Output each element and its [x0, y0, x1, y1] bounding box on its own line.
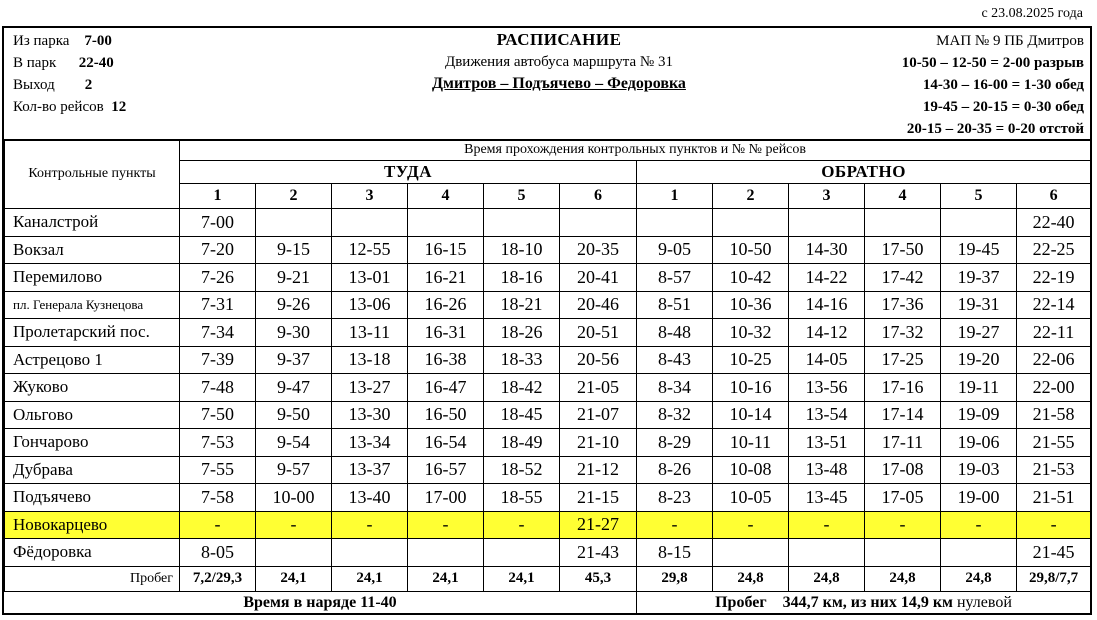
- time-cell: 19-27: [941, 319, 1017, 347]
- time-cell: 8-23: [637, 484, 713, 512]
- time-cell: 21-07: [560, 401, 637, 429]
- from-park-label: Из парка: [13, 33, 70, 49]
- time-cell: -: [637, 511, 713, 539]
- time-cell: 22-06: [1017, 346, 1091, 374]
- time-cell: 8-43: [637, 346, 713, 374]
- time-cell: 7-39: [180, 346, 256, 374]
- time-cell: -: [789, 511, 865, 539]
- table-row: [5, 539, 1091, 567]
- time-cell: 9-05: [637, 236, 713, 264]
- time-cell: 14-16: [789, 291, 865, 319]
- time-cell: 22-40: [1017, 209, 1091, 237]
- time-cell: 19-20: [941, 346, 1017, 374]
- trip-number: 4: [408, 184, 484, 209]
- time-cell: 8-32: [637, 401, 713, 429]
- direction-back: ОБРАТНО: [637, 161, 1091, 184]
- time-cell: [484, 209, 560, 237]
- time-cell: 9-30: [256, 319, 332, 347]
- time-cell: -: [713, 511, 789, 539]
- time-cell: 13-37: [332, 456, 408, 484]
- time-cell: 19-45: [941, 236, 1017, 264]
- table-row: [5, 236, 1091, 264]
- time-cell: 16-57: [408, 456, 484, 484]
- to-park-label: В парк: [13, 55, 57, 71]
- time-cell: 17-16: [865, 374, 941, 402]
- time-cell: 22-19: [1017, 264, 1091, 292]
- time-cell: [789, 539, 865, 567]
- mileage-cell: 24,8: [713, 566, 789, 591]
- trip-number: 5: [484, 184, 560, 209]
- time-cell: 21-05: [560, 374, 637, 402]
- time-cell: 14-05: [789, 346, 865, 374]
- mileage-cell: 24,1: [332, 566, 408, 591]
- time-cell: 9-50: [256, 401, 332, 429]
- stop-name: Перемилово: [5, 264, 180, 292]
- time-cell: 8-26: [637, 456, 713, 484]
- time-cell: -: [484, 511, 560, 539]
- time-cell: 17-32: [865, 319, 941, 347]
- time-cell: 9-57: [256, 456, 332, 484]
- stop-name: Подъячево: [5, 484, 180, 512]
- time-cell: [713, 539, 789, 567]
- mileage-cell: 29,8/7,7: [1017, 566, 1091, 591]
- time-header: Время прохождения контрольных пунктов и № № рейсов: [180, 140, 1091, 161]
- time-cell: 8-05: [180, 539, 256, 567]
- time-cell: 16-38: [408, 346, 484, 374]
- time-cell: -: [256, 511, 332, 539]
- mileage-cell: 24,8: [865, 566, 941, 591]
- exit-value: 2: [84, 77, 93, 93]
- stop-name: Вокзал: [5, 236, 180, 264]
- time-cell: 17-50: [865, 236, 941, 264]
- mileage-cell: 24,1: [484, 566, 560, 591]
- mileage-cell: 45,3: [560, 566, 637, 591]
- time-cell: [941, 209, 1017, 237]
- time-cell: 9-15: [256, 236, 332, 264]
- mileage-cell: 24,8: [789, 566, 865, 591]
- time-cell: 22-25: [1017, 236, 1091, 264]
- time-cell: 13-48: [789, 456, 865, 484]
- time-cell: 18-26: [484, 319, 560, 347]
- trip-number: 5: [941, 184, 1017, 209]
- break-2: 14-30 – 16-00 = 1-30 обед: [922, 77, 1084, 93]
- time-cell: 10-42: [713, 264, 789, 292]
- time-cell: [332, 209, 408, 237]
- time-cell: 13-34: [332, 429, 408, 457]
- work-time: Время в наряде 11-40: [4, 592, 637, 613]
- time-cell: 16-50: [408, 401, 484, 429]
- time-cell: 20-51: [560, 319, 637, 347]
- time-cell: 20-35: [560, 236, 637, 264]
- time-cell: 18-16: [484, 264, 560, 292]
- time-cell: 21-55: [1017, 429, 1091, 457]
- time-cell: 17-08: [865, 456, 941, 484]
- schedule-header: [4, 28, 1090, 141]
- stop-name: Астрецово 1: [5, 346, 180, 374]
- time-cell: 18-52: [484, 456, 560, 484]
- time-cell: 9-26: [256, 291, 332, 319]
- table-row: [5, 319, 1091, 347]
- time-cell: 19-11: [941, 374, 1017, 402]
- time-cell: 10-14: [713, 401, 789, 429]
- time-cell: 16-54: [408, 429, 484, 457]
- time-cell: 9-47: [256, 374, 332, 402]
- time-cell: 13-11: [332, 319, 408, 347]
- time-cell: 16-15: [408, 236, 484, 264]
- time-cell: [637, 209, 713, 237]
- time-cell: 18-21: [484, 291, 560, 319]
- time-cell: 7-50: [180, 401, 256, 429]
- time-cell: 7-58: [180, 484, 256, 512]
- time-cell: 10-00: [256, 484, 332, 512]
- time-cell: 10-05: [713, 484, 789, 512]
- breaks-info: [902, 30, 1084, 140]
- time-cell: 19-31: [941, 291, 1017, 319]
- timetable: [4, 139, 1091, 592]
- time-cell: 14-12: [789, 319, 865, 347]
- trip-number: 6: [560, 184, 637, 209]
- time-cell: 20-41: [560, 264, 637, 292]
- stop-name: Ольгово: [5, 401, 180, 429]
- trip-number: 3: [332, 184, 408, 209]
- time-cell: 18-55: [484, 484, 560, 512]
- time-cell: 18-33: [484, 346, 560, 374]
- time-cell: [560, 209, 637, 237]
- time-cell: 9-21: [256, 264, 332, 292]
- total-mileage-suffix: нулевой: [956, 594, 1012, 611]
- park-info: [13, 30, 126, 118]
- time-cell: 19-06: [941, 429, 1017, 457]
- time-cell: 8-57: [637, 264, 713, 292]
- time-cell: 14-30: [789, 236, 865, 264]
- time-cell: 20-46: [560, 291, 637, 319]
- schedule-title-block: [304, 28, 814, 95]
- mileage-cell: 24,1: [256, 566, 332, 591]
- time-cell: 19-00: [941, 484, 1017, 512]
- time-cell: 10-32: [713, 319, 789, 347]
- time-cell: [865, 539, 941, 567]
- time-cell: 13-18: [332, 346, 408, 374]
- time-cell: 7-34: [180, 319, 256, 347]
- total-mileage-label: Пробег: [715, 594, 767, 611]
- trip-number: 3: [789, 184, 865, 209]
- time-cell: 12-55: [332, 236, 408, 264]
- trip-number: 2: [713, 184, 789, 209]
- time-cell: 21-53: [1017, 456, 1091, 484]
- time-cell: 7-26: [180, 264, 256, 292]
- table-row: [5, 209, 1091, 237]
- time-cell: [789, 209, 865, 237]
- time-cell: -: [1017, 511, 1091, 539]
- time-cell: [256, 539, 332, 567]
- time-cell: 21-10: [560, 429, 637, 457]
- stop-name: Гончарово: [5, 429, 180, 457]
- effective-date: с 23.08.2025 года: [981, 6, 1083, 21]
- depot-name: МАП № 9 ПБ Дмитров: [936, 33, 1084, 49]
- time-cell: 14-22: [789, 264, 865, 292]
- time-cell: 21-45: [1017, 539, 1091, 567]
- mileage-cell: 24,1: [408, 566, 484, 591]
- stop-name: Каналстрой: [5, 209, 180, 237]
- break-3: 19-45 – 20-15 = 0-30 обед: [922, 99, 1084, 115]
- time-cell: -: [180, 511, 256, 539]
- trip-number: 2: [256, 184, 332, 209]
- time-cell: 21-12: [560, 456, 637, 484]
- time-cell: 21-51: [1017, 484, 1091, 512]
- time-cell: 13-45: [789, 484, 865, 512]
- table-row: [5, 484, 1091, 512]
- table-row: [5, 456, 1091, 484]
- time-cell: [256, 209, 332, 237]
- mileage-cell: 29,8: [637, 566, 713, 591]
- trips-value: 12: [111, 99, 127, 115]
- stop-name: Фёдоровка: [5, 539, 180, 567]
- time-cell: 18-49: [484, 429, 560, 457]
- mileage-cell: 24,8: [941, 566, 1017, 591]
- time-cell: 10-16: [713, 374, 789, 402]
- time-cell: 13-06: [332, 291, 408, 319]
- time-cell: 8-48: [637, 319, 713, 347]
- time-cell: 13-54: [789, 401, 865, 429]
- time-cell: 7-53: [180, 429, 256, 457]
- time-cell: 19-37: [941, 264, 1017, 292]
- direction-there: ТУДА: [180, 161, 637, 184]
- total-mileage: [637, 592, 1090, 613]
- mileage-label: Пробег: [5, 566, 180, 591]
- time-cell: 8-34: [637, 374, 713, 402]
- time-cell: 10-25: [713, 346, 789, 374]
- time-cell: 7-20: [180, 236, 256, 264]
- time-cell: 21-58: [1017, 401, 1091, 429]
- time-cell: 17-36: [865, 291, 941, 319]
- schedule-footer: [4, 592, 1090, 613]
- trip-number: 4: [865, 184, 941, 209]
- time-cell: 13-56: [789, 374, 865, 402]
- exit-label: Выход: [13, 77, 55, 93]
- time-cell: 21-15: [560, 484, 637, 512]
- schedule-subtitle: Движения автобуса маршрута № 31: [444, 54, 673, 70]
- stop-name: Новокарцево: [5, 511, 180, 539]
- trip-number: 1: [180, 184, 256, 209]
- time-cell: 13-51: [789, 429, 865, 457]
- time-cell: 22-11: [1017, 319, 1091, 347]
- time-cell: [941, 539, 1017, 567]
- time-cell: [713, 209, 789, 237]
- break-4: 20-15 – 20-35 = 0-20 отстой: [906, 121, 1084, 137]
- time-cell: 18-45: [484, 401, 560, 429]
- time-cell: 16-26: [408, 291, 484, 319]
- trip-number: 6: [1017, 184, 1091, 209]
- time-cell: 10-36: [713, 291, 789, 319]
- time-cell: 22-00: [1017, 374, 1091, 402]
- time-cell: [408, 539, 484, 567]
- stop-name: Дубрава: [5, 456, 180, 484]
- schedule-sheet: [2, 26, 1092, 615]
- time-cell: 17-11: [865, 429, 941, 457]
- trip-number: 1: [637, 184, 713, 209]
- time-cell: 8-15: [637, 539, 713, 567]
- time-cell: 8-51: [637, 291, 713, 319]
- time-cell: 17-00: [408, 484, 484, 512]
- break-1: 10-50 – 12-50 = 2-00 разрыв: [901, 55, 1084, 71]
- time-cell: 10-50: [713, 236, 789, 264]
- time-cell: 19-09: [941, 401, 1017, 429]
- table-row: [5, 429, 1091, 457]
- time-cell: 20-56: [560, 346, 637, 374]
- time-cell: 17-05: [865, 484, 941, 512]
- time-cell: 7-00: [180, 209, 256, 237]
- table-row: [5, 511, 1091, 539]
- table-row: [5, 401, 1091, 429]
- mileage-cell: 7,2/29,3: [180, 566, 256, 591]
- time-cell: 7-31: [180, 291, 256, 319]
- schedule-title: РАСПИСАНИЕ: [496, 30, 622, 49]
- time-cell: [408, 209, 484, 237]
- time-cell: 17-14: [865, 401, 941, 429]
- time-cell: [865, 209, 941, 237]
- time-cell: 16-47: [408, 374, 484, 402]
- time-cell: -: [941, 511, 1017, 539]
- time-cell: 7-55: [180, 456, 256, 484]
- stop-name: пл. Генерала Кузнецова: [5, 291, 180, 319]
- to-park-value: 22-40: [78, 55, 114, 71]
- time-cell: 17-42: [865, 264, 941, 292]
- time-cell: 18-10: [484, 236, 560, 264]
- table-row: [5, 346, 1091, 374]
- time-cell: 21-27: [560, 511, 637, 539]
- from-park-value: 7-00: [84, 33, 112, 49]
- time-cell: 16-21: [408, 264, 484, 292]
- time-cell: 9-54: [256, 429, 332, 457]
- trips-label: Кол-во рейсов: [13, 99, 104, 115]
- mileage-row: [5, 566, 1091, 591]
- time-cell: 10-11: [713, 429, 789, 457]
- time-cell: 13-27: [332, 374, 408, 402]
- route-name: Дмитров – Подъячево – Федоровка: [432, 75, 686, 92]
- time-cell: 13-40: [332, 484, 408, 512]
- time-cell: 10-08: [713, 456, 789, 484]
- total-mileage-value: 344,7 км, из них 14,9 км: [782, 594, 953, 611]
- stop-name: Жуково: [5, 374, 180, 402]
- table-row: [5, 374, 1091, 402]
- time-cell: 9-37: [256, 346, 332, 374]
- time-cell: [484, 539, 560, 567]
- time-cell: 21-43: [560, 539, 637, 567]
- time-cell: 17-25: [865, 346, 941, 374]
- time-cell: -: [408, 511, 484, 539]
- time-cell: 8-29: [637, 429, 713, 457]
- time-cell: 18-42: [484, 374, 560, 402]
- stop-name: Пролетарский пос.: [5, 319, 180, 347]
- table-row: [5, 264, 1091, 292]
- time-cell: 22-14: [1017, 291, 1091, 319]
- checkpoints-header: Контрольные пункты: [5, 140, 180, 209]
- time-cell: 7-48: [180, 374, 256, 402]
- time-cell: 13-30: [332, 401, 408, 429]
- time-cell: 19-03: [941, 456, 1017, 484]
- table-row: [5, 291, 1091, 319]
- time-cell: [332, 539, 408, 567]
- time-cell: -: [332, 511, 408, 539]
- time-cell: 13-01: [332, 264, 408, 292]
- time-cell: -: [865, 511, 941, 539]
- time-cell: 16-31: [408, 319, 484, 347]
